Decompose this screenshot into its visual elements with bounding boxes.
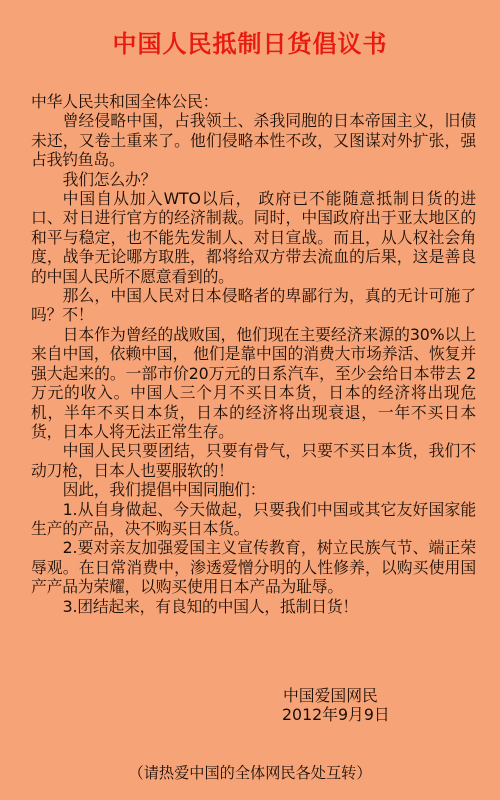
paragraph-6: 中国人民只要团结，只要有骨气，只要不买日本货，我们不动刀枪，日本人也要服软的！ bbox=[31, 441, 476, 480]
signature-org: 中国爱国网民 bbox=[283, 686, 378, 705]
paragraph-7: 因此，我们提倡中国同胞们： bbox=[62, 480, 266, 500]
signature-date: 2012年9月9日 bbox=[282, 705, 390, 725]
proposal-body bbox=[31, 92, 476, 616]
list-item-2: 2.要对亲友加强爱国主义宣传教育，树立民族气节、端正荣辱观。在日常消费中，渗透爱憎分明的人性修养，以购买使用国产产品为荣耀，以购买使用日本产品为耻辱。 bbox=[31, 538, 476, 597]
paragraph-1: 曾经侵略中国，占我领土、杀我同胞的日本帝国主义，旧债未还，又卷土重来了。他们侵略本性不改，又图谋对外扩张，强占我钓鱼岛。 bbox=[31, 111, 476, 170]
list-item-1: 1.从自身做起、今天做起，只要我们中国或其它友好国家能生产的产品，决不购买日本货。 bbox=[31, 499, 476, 538]
paragraph-3: 中国自从加入WTO以后， 政府已不能随意抵制日货的进口、对日进行官方的经济制裁。同时，中国政府出于亚太地区的和平与稳定，也不能先发制人、对日宣战。而且，从人权社会角度，战争无论哪方取胜，都将给双方带去流血的后果，这是善良的中国人民所不愿意看到的。 bbox=[31, 189, 476, 286]
page-title: 中国人民抵制日货倡议书 bbox=[112, 30, 388, 58]
footer-note: （请热爱中国的全体网民各处互转） bbox=[128, 764, 372, 782]
paragraph-4: 那么，中国人民对日本侵略者的卑鄙行为，真的无计可施了吗？不！ bbox=[31, 286, 476, 325]
list-item-3: 3.团结起来，有良知的中国人，抵制日货！ bbox=[62, 596, 359, 616]
signature-block bbox=[282, 686, 390, 725]
salutation: 中华人民共和国全体公民： bbox=[31, 92, 219, 111]
paragraph-5: 日本作为曾经的战败国，他们现在主要经济来源的30%以上来自中国，依赖中国， 他们是靠中国的消费大市场养活、恢复并强大起来的。一部市价20万元的日系汽车，至少会给日本带去 2万元的收入。中国人三个月不买日本货，日本的经济将出现危机，半年不买日本货，日本的经济将出现衰退，一年不买日本货，日本人将无法正常生存。 bbox=[31, 324, 476, 441]
paragraph-2: 我们怎么办？ bbox=[62, 169, 157, 189]
